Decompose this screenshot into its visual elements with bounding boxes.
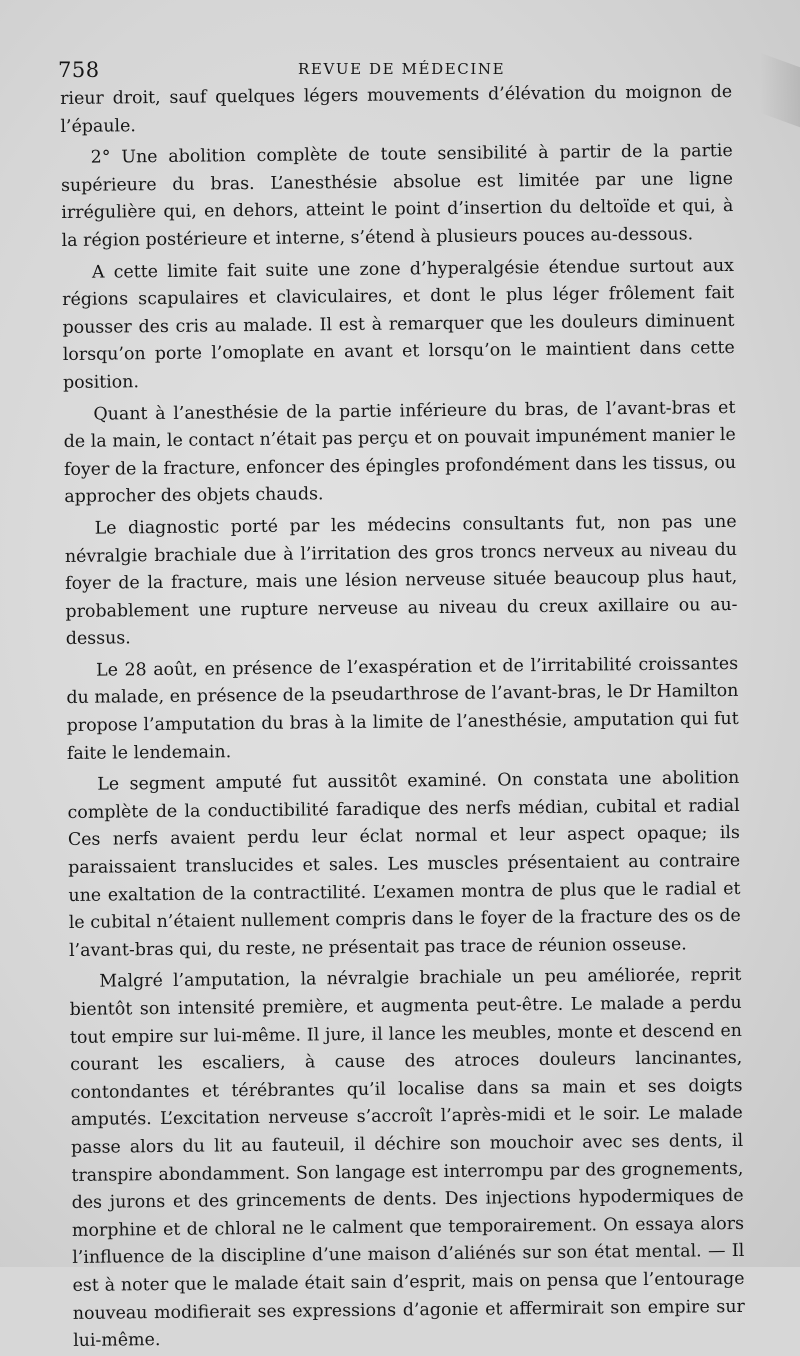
- running-title: REVUE DE MÉDECINE: [298, 60, 506, 78]
- paragraph-anesthesia: Quant à l’anesthésie de la partie inférieure du bras, de l’avant-bras et de la main, le contact n’était pas perçu et on pouvait impunément manier le foyer de la fracture, enfoncer des épingles profondément dans les tissus, ou approcher des objets chauds.: [63, 397, 737, 508]
- paragraph-examination: Le segment amputé fut aussitôt examiné. On constata une abolition complète de la conductibilité faradique des nerfs médian, cubital et radial Ces nerfs avaient perdu leur éclat normal et leur aspect opaque; ils paraissaient translucides et sales. Les muscles présentaient au contraire une exaltation de la contractilité. L’examen montra de plus que le radial et le cubital n’étaient nullement compris dans le foyer de la fracture des os de l’avant-bras qui, du reste, ne présentait pas trace de réunion osseuse.: [67, 768, 741, 961]
- paragraph-sensibility: 2° Une abolition complète de toute sensibilité à partir de la partie supérieure du bras. L’anesthésie absolue est limitée par une ligne irrégulière qui, en dehors, atteint le point d’insertion du deltoïde et qui, à la région postérieure et interne, s’étend à plusieurs pouces au-dessous.: [60, 141, 734, 251]
- paragraph-neuralgia: Malgré l’amputation, la névralgie brachiale un peu améliorée, reprit bientôt son intensité première, et augmenta peut-être. Le malade a perdu tout empire sur lui-même. Il jure, il lance les meubles, monte et descend en courant les escaliers, à cause des atroces douleurs lancinantes, contondantes et térébrantes qu’il localise dans sa main et ses doigts amputés. L’excitation nerveuse s’accroît l’après-midi et le soir. Le malade passe alors du lit au fauteuil, il déchire son mouchoir avec ses dents, il transpire abondamment. Son langage est interrompu par des grognements, des jurons et des grincements de dents. Des injections hypodermiques de morphine et de chloral ne le calment que temporairement. On essaya alors l’influence de la discipline d’une maison d’aliénés sur son état mental. — Il est à noter que le malade était sain d’esprit, mais on pensa que l’entourage nouveau modifierait ses expressions d’agonie et affermirait son empire sur lui-même.: [69, 965, 745, 1352]
- paragraph-amputation: Le 28 août, en présence de l’exaspération et de l’irritabilité croissantes du malade, en présence de la pseudarthrose de l’avant-bras, le Dr Hamilton propose l’amputation du bras à la limite de l’anesthésie, amputation qui fut faite le lendemain.: [66, 653, 739, 764]
- paragraph-diagnosis: Le diagnostic porté par les médecins consultants fut, non pas une névralgie brachiale due à l’irritation des gros troncs nerveux au niveau du foyer de la fracture, mais une lésion nerveuse située beaucoup plus haut, probablement une rupture nerveuse au niveau du creux axillaire ou au-dessus.: [64, 511, 738, 650]
- page-corner-shadow: [760, 53, 800, 128]
- paragraph-hyperalgesia: A cette limite fait suite une zone d’hyperalgésie étendue surtout aux régions scapulaires et claviculaires, et dont le plus léger frôlement fait pousser des cris au malade. Il est à remarquer que les douleurs diminuent lorsqu’on porte l’omoplate en avant et lorsqu’on le maintient dans cette position.: [62, 255, 735, 393]
- paragraph-continuation: rieur droit, sauf quelques légers mouvements d’élévation du moignon de l’épaule.: [60, 81, 733, 137]
- page-number: 758: [58, 58, 100, 82]
- article-body: [60, 79, 745, 1356]
